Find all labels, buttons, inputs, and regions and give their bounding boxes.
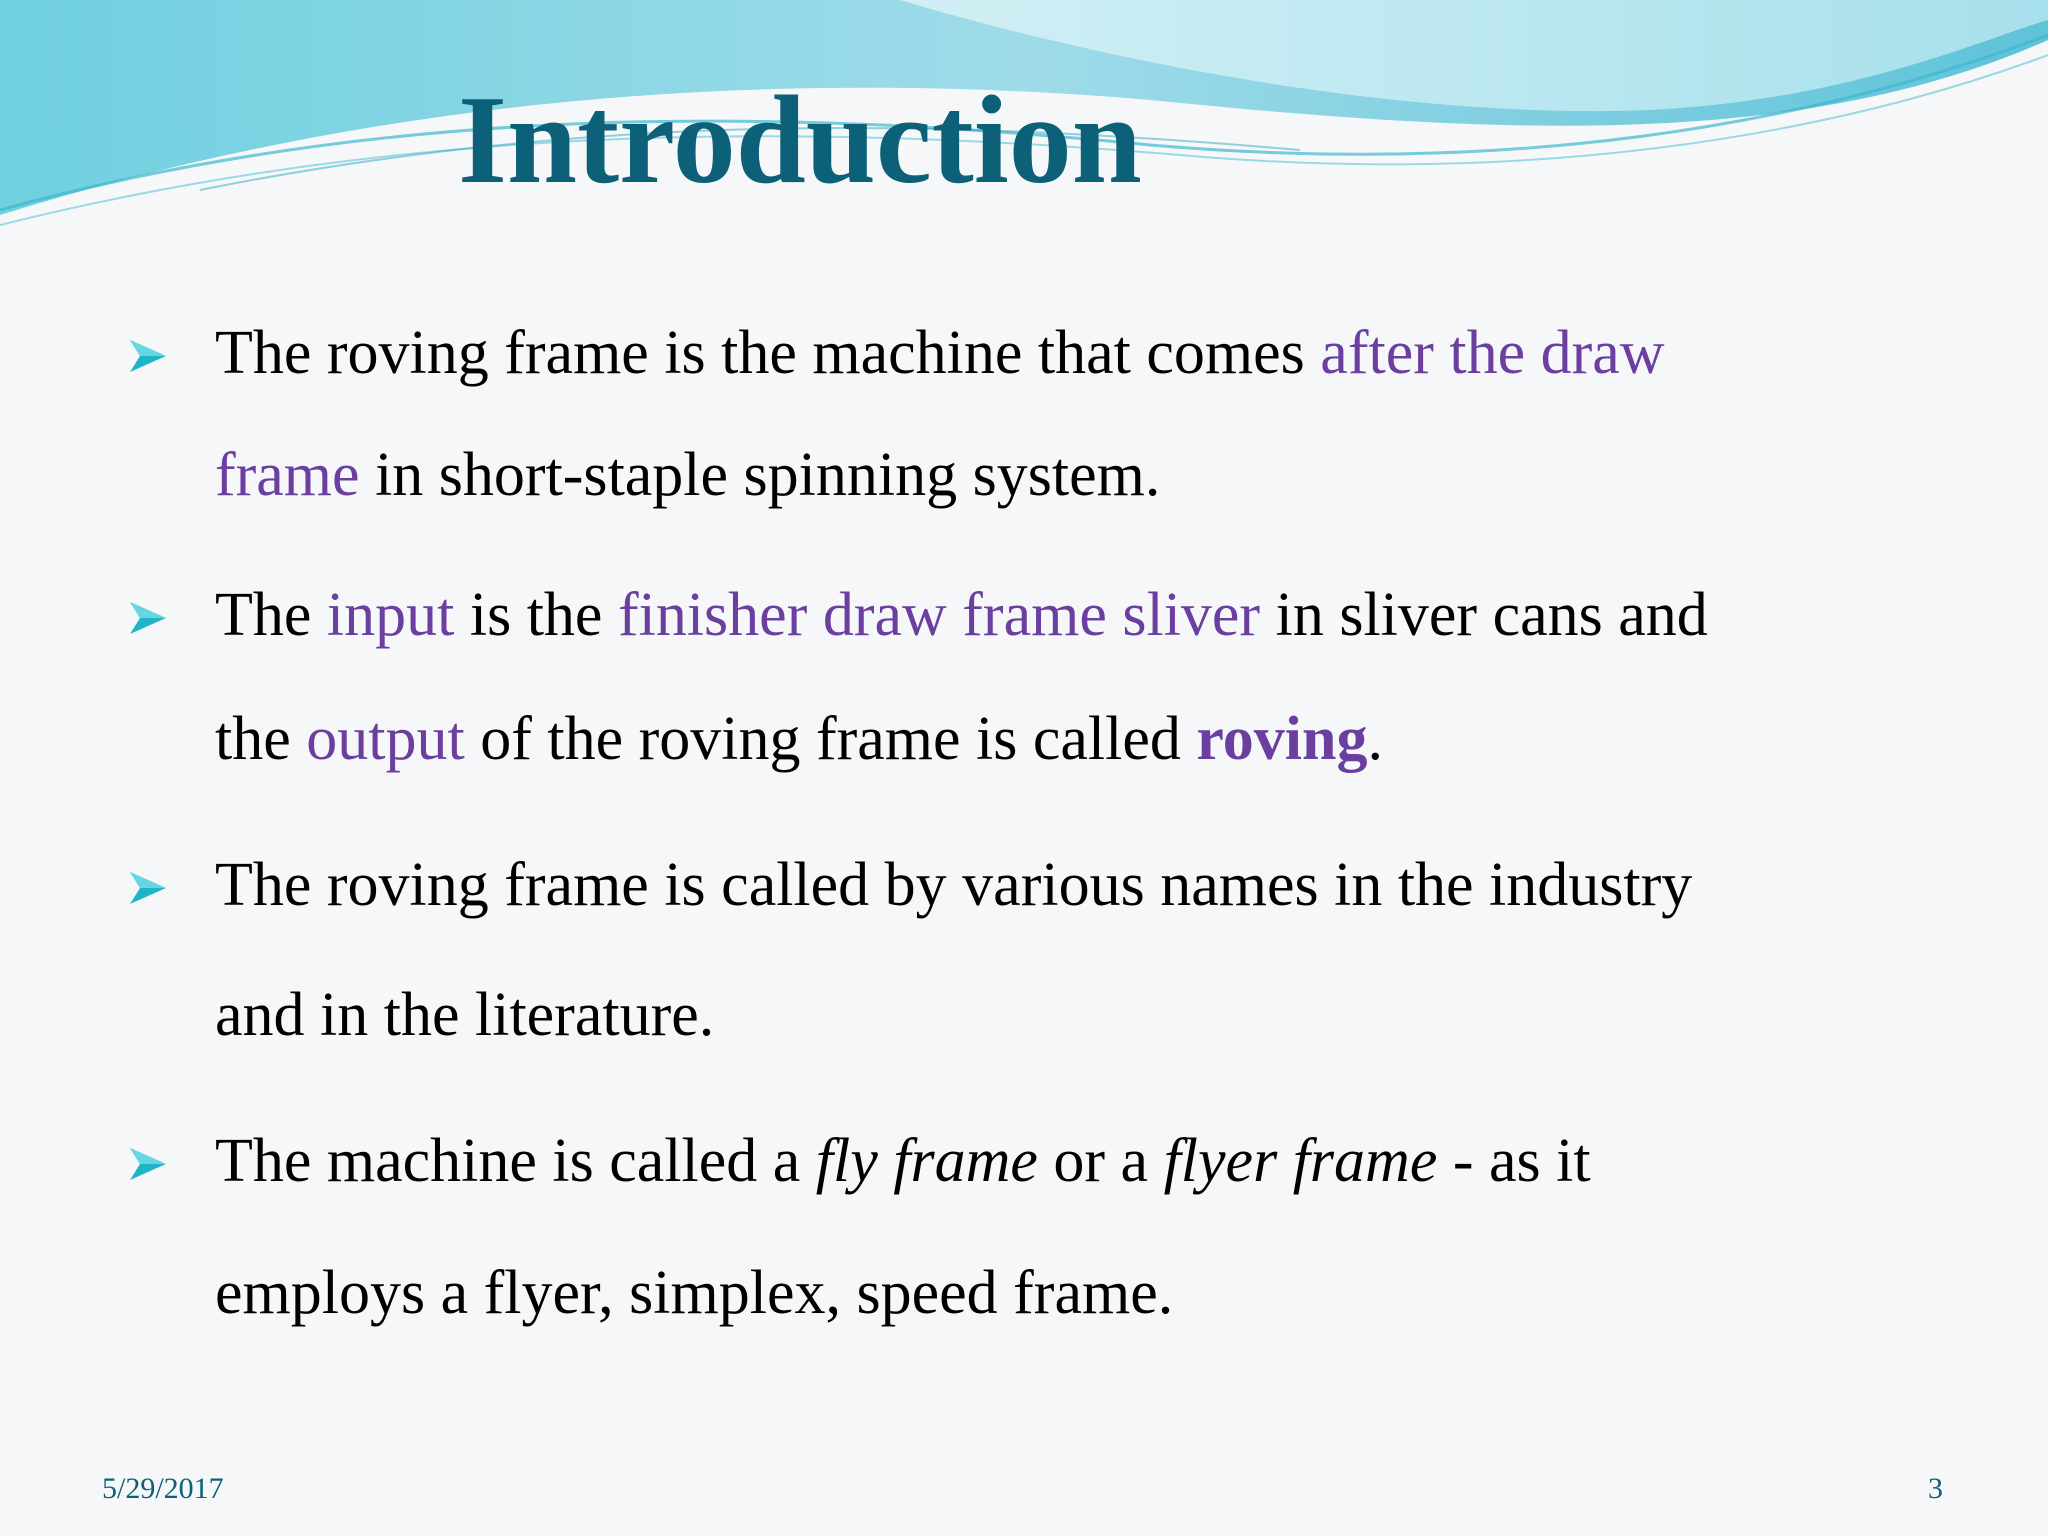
bullet-line: the output of the roving frame is called roving. [215,705,1383,773]
bullet-line: The input is the finisher draw frame sliver in sliver cans and [215,581,1708,649]
highlight-text: after the draw [1320,319,1665,387]
highlight-bold-text: roving [1196,705,1368,773]
bullet-line: The roving frame is called by various names in the industry [215,851,1693,919]
arrowhead-bullet-icon [128,336,168,376]
arrowhead-bullet-icon [128,1144,168,1184]
bullet-line: The roving frame is the machine that comes after the draw [215,319,1665,387]
footer-date: 5/29/2017 [102,1472,224,1505]
italic-term: flyer frame [1163,1127,1438,1195]
arrowhead-bullet-icon [128,868,168,908]
bullet-line: employs a flyer, simplex, speed frame. [215,1259,1174,1327]
highlight-text: input [326,581,455,649]
highlight-text: output [306,705,465,773]
bullet-line: frame in short-staple spinning system. [215,441,1161,509]
highlight-text: finisher draw frame sliver [617,581,1261,649]
slide-title: Introduction [458,71,1142,210]
bullet-line: and in the literature. [215,981,715,1049]
slide-number: 3 [1928,1472,1943,1505]
highlight-text: frame [215,441,360,509]
arrowhead-bullet-icon [128,598,168,638]
italic-term: fly frame [815,1127,1038,1195]
bullet-line: The machine is called a fly frame or a flyer frame - as it [215,1127,1591,1195]
